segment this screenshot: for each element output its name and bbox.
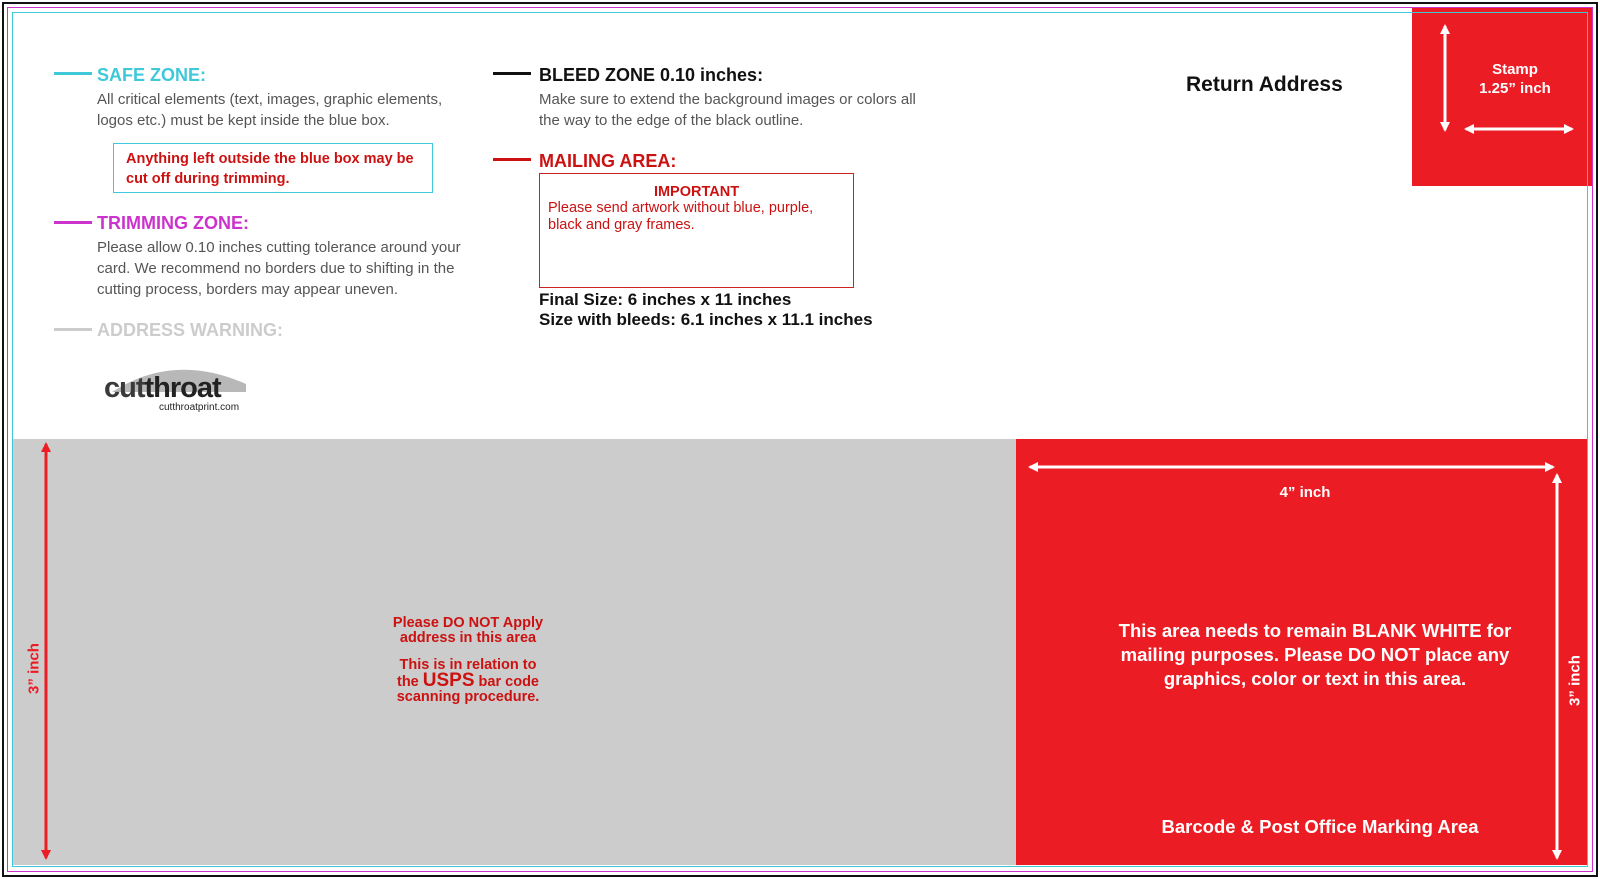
- stamp-label-line1: Stamp: [1492, 61, 1538, 78]
- safe-zone-heading: SAFE ZONE:: [97, 65, 207, 85]
- gray-area-message: [370, 616, 566, 705]
- bleed-zone-text: Make sure to extend the background images or colors all the way to the edge of the black outline.: [539, 91, 916, 129]
- address-warning-legend-line: [54, 328, 92, 331]
- safe-zone-warning: Anything left outside the blue box may be cut off during trimming.: [113, 143, 433, 193]
- trimming-zone-heading: TRIMMING ZONE:: [97, 213, 249, 233]
- bleed-size: Size with bleeds: 6.1 inches x 11.1 inches: [539, 310, 873, 329]
- logo-word-light: cut: [104, 372, 145, 404]
- gray-msg-line4-pre: the: [397, 674, 423, 690]
- gray-msg-line1: Please DO NOT Apply: [392, 615, 544, 631]
- gray-msg-line2: address in this area: [399, 630, 537, 646]
- barcode-area-footer: Barcode & Post Office Marking Area: [1161, 816, 1479, 837]
- logo-word-dark: throat: [144, 372, 221, 404]
- return-address-label: Return Address: [1186, 73, 1343, 96]
- barcode-area-message: This area needs to remain BLANK WHITE for mailing purposes. Please DO NOT place any graphics, color or text in this area.: [1118, 620, 1512, 689]
- safe-zone-legend-line: [54, 72, 92, 75]
- gray-msg-line3: This is in relation to: [399, 657, 537, 673]
- stamp-label: [1460, 60, 1570, 98]
- final-size: Final Size: 6 inches x 11 inches: [539, 290, 792, 309]
- important-notice-box: [539, 173, 854, 288]
- trimming-zone-text: Please allow 0.10 inches cutting tolerance around your card. We recommend no borders due to shifting in the cutting process, borders may appear uneven.: [97, 239, 461, 298]
- gray-height-label: 3” inch: [25, 643, 43, 694]
- usps-label: USPS: [422, 670, 475, 691]
- bleed-zone-legend-line: [493, 72, 531, 75]
- trimming-zone-legend-line: [54, 221, 92, 224]
- logo-url: cutthroatprint.com: [159, 402, 240, 413]
- address-warning-heading: ADDRESS WARNING:: [97, 320, 284, 340]
- important-text: Please send artwork without blue, purple, black and gray frames.: [548, 200, 814, 233]
- safe-zone-text: All critical elements (text, images, graphic elements, logos etc.) must be kept inside the blue box.: [97, 91, 443, 129]
- gray-msg-line4-post: bar code: [474, 674, 539, 690]
- mailing-area-heading: MAILING AREA:: [539, 151, 677, 171]
- barcode-width-label: 4” inch: [1279, 484, 1331, 501]
- bleed-zone-heading: BLEED ZONE 0.10 inches:: [539, 65, 764, 85]
- gray-msg-line5: scanning procedure.: [396, 689, 540, 705]
- mailing-area-legend-line: [493, 158, 531, 161]
- stamp-label-line2: 1.25” inch: [1479, 80, 1551, 97]
- cutthroat-logo: [104, 360, 254, 415]
- barcode-height-label: 3” inch: [1566, 655, 1584, 706]
- important-title: IMPORTANT: [653, 184, 740, 200]
